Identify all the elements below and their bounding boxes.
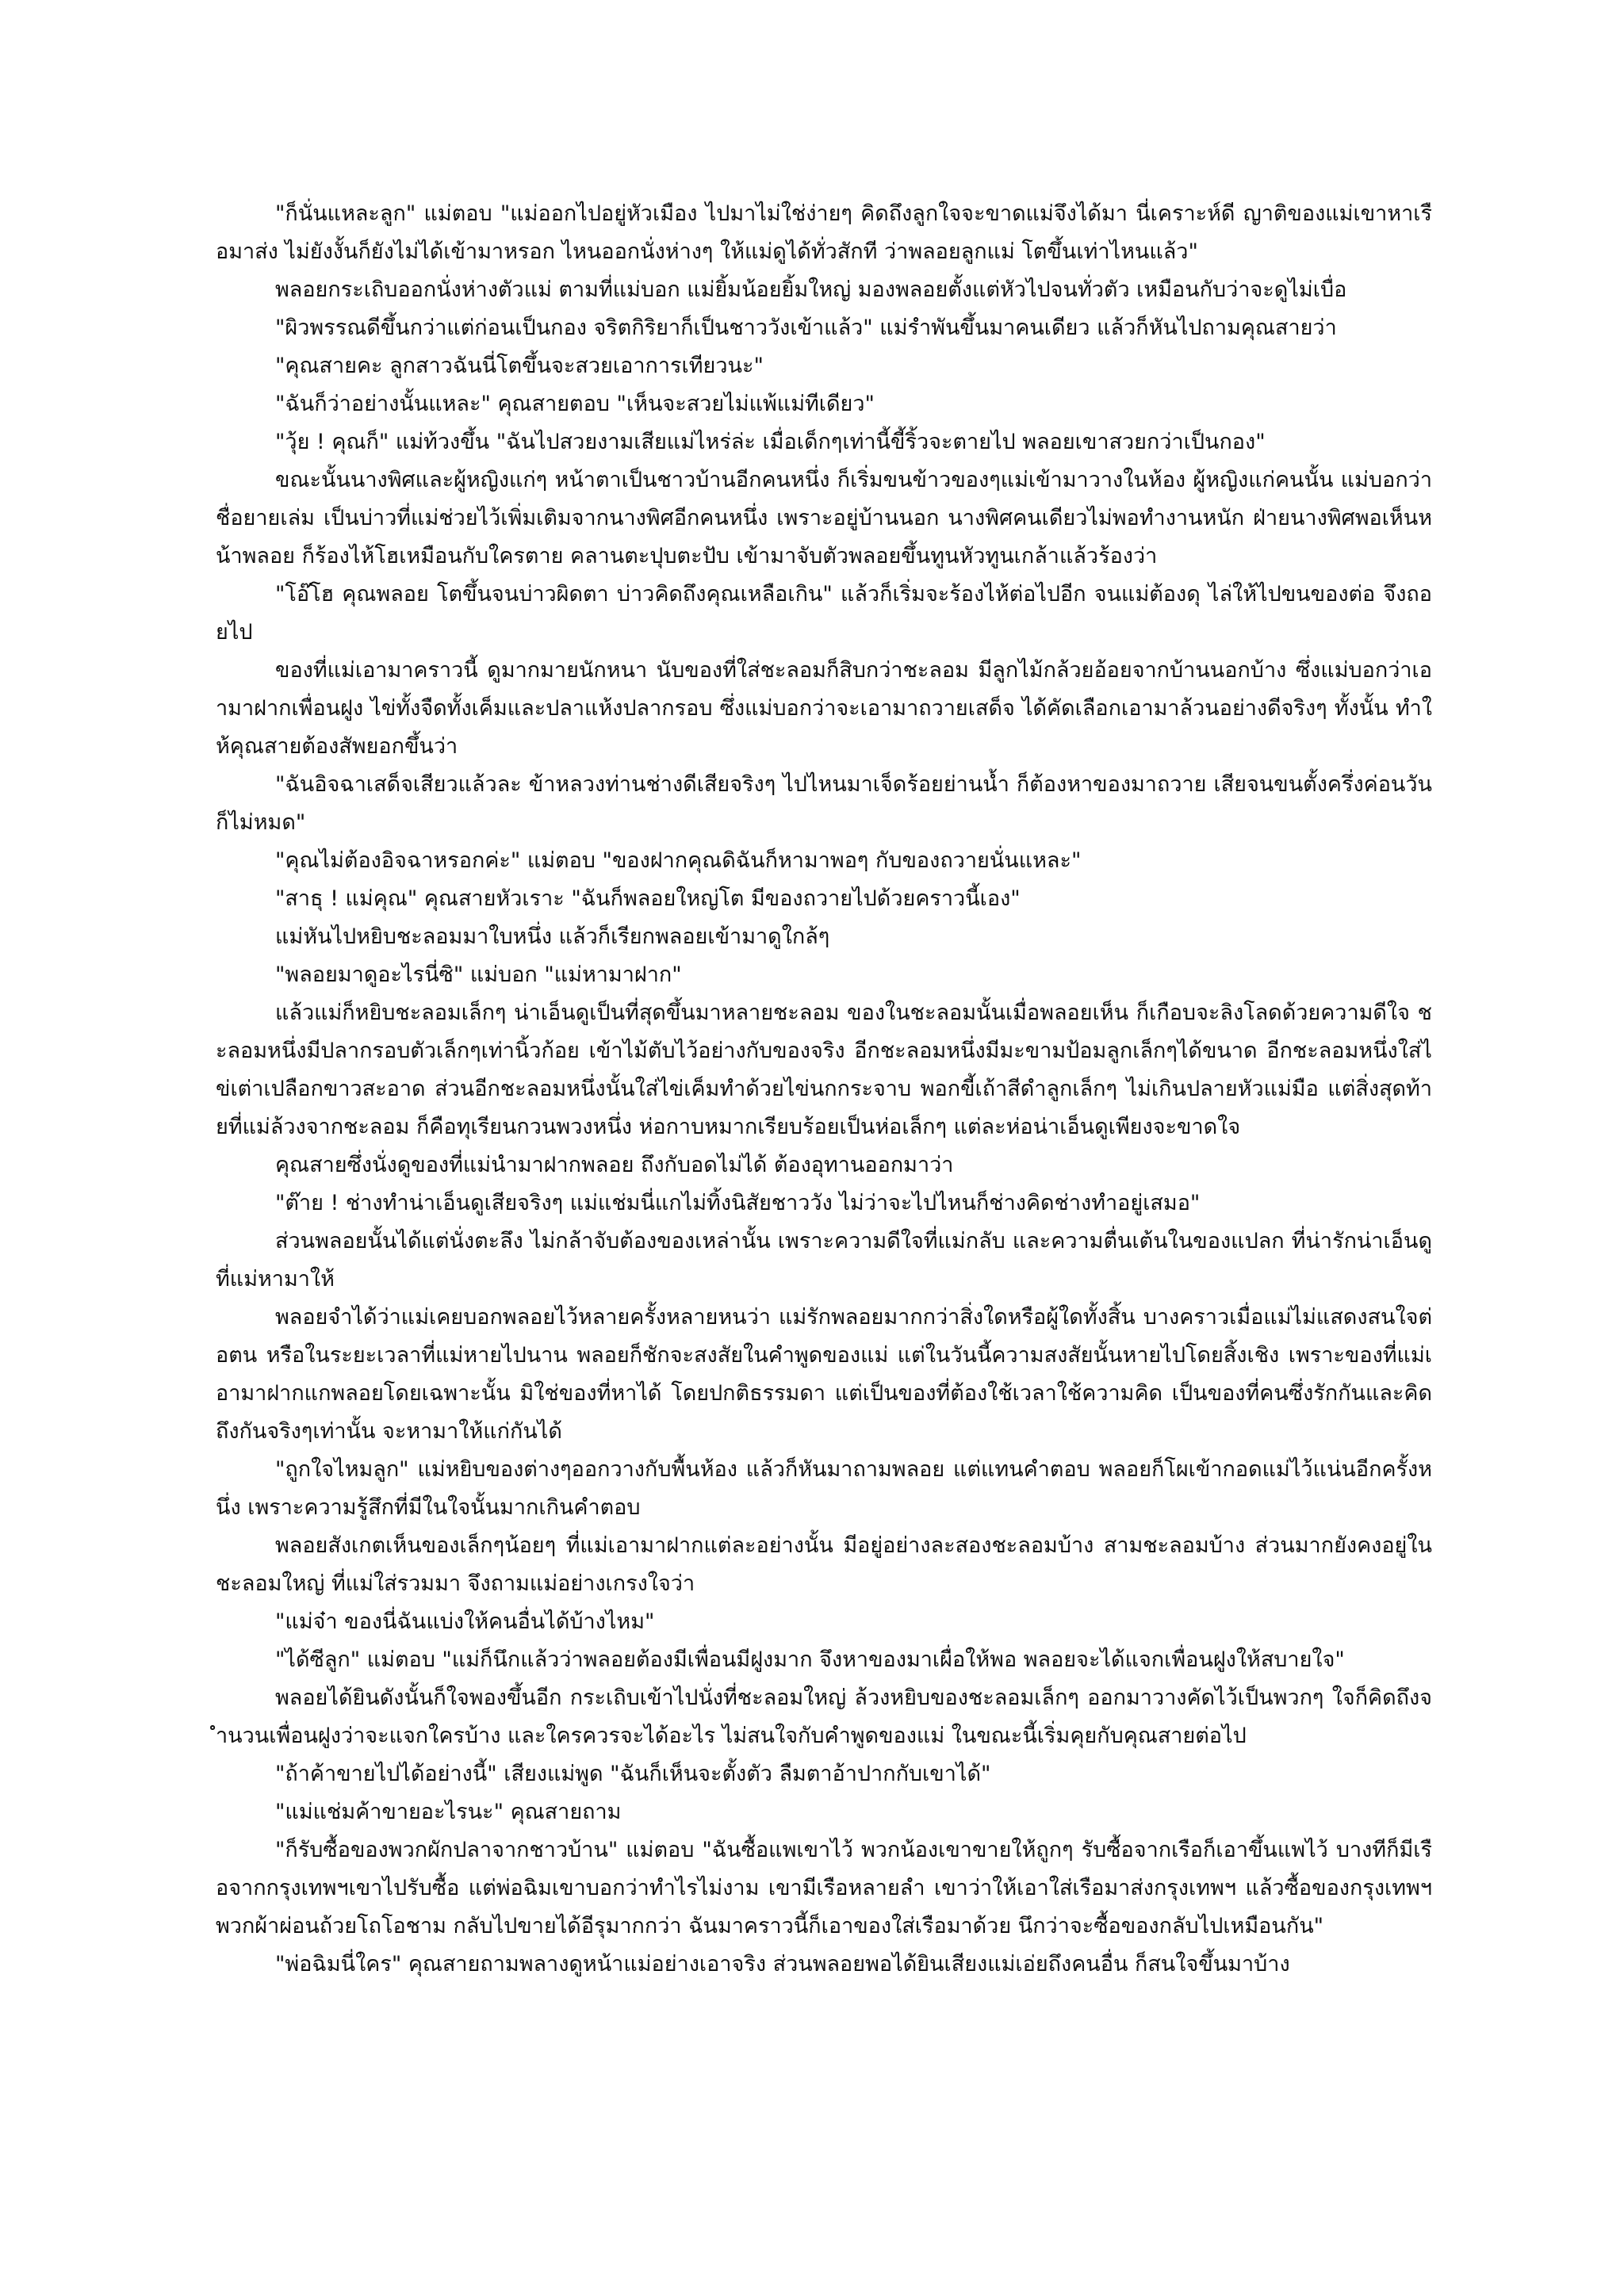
paragraph: ส่วนพลอยนั้นได้แต่นั่งตะลึง ไม่กล้าจับต้องของเหล่านั้น เพราะความดีใจที่แม่กลับ และความตื่นเต้นในของแปลก ที่น่ารักน่าเอ็นดู ที่แม่หามาให้ xyxy=(216,1229,1432,1292)
paragraph: ขณะนั้นนางพิศและผู้หญิงแก่ๆ หน้าตาเป็นชาวบ้านอีกคนหนึ่ง ก็เริ่มขนข้าวของๆแม่เข้ามาวางในห้อง ผู้หญิงแก่คนนั้น แม่บอกว่าชื่อยายเล่ม เป็นบ่าวที่แม่ช่วยไว้เพิ่มเติมจากนางพิศอีกคนหนึ่ง เพราะอยู่บ้านนอก นางพิศคนเดียวไม่พอทำงานหนัก ฝ่ายนางพิศพอเห็นหน้าพลอย ก็ร้องไห้โฮเหมือนกับใครตาย คลานตะปุบตะปับ เข้ามาจับตัวพลอยขึ้นทูนหัวทูนเกล้าแล้วร้องว่า xyxy=(216,468,1432,568)
paragraph: ของที่แม่เอามาคราวนี้ ดูมากมายนักหนา นับของที่ใส่ชะลอมก็สิบกว่าชะลอม มีลูกไม้กล้วยอ้อยจากบ้านนอกบ้าง ซึ่งแม่บอกว่าเอามาฝากเพื่อนฝูง ไข่ทั้งจืดทั้งเค็มและปลาแห้งปลากรอบ ซึ่งแม่บอกว่าจะเอามาถวายเสด็จ ได้คัดเลือกเอามาล้วนอย่างดีจริงๆ ทั้งนั้น ทำให้คุณสายต้องสัพยอกขึ้นว่า xyxy=(216,658,1432,759)
paragraph: "แม่แช่มค้าขายอะไรนะ" คุณสายถาม xyxy=(275,1800,622,1824)
paragraph: พลอยได้ยินดังนั้นก็ใจพองขึ้นอีก กระเถิบเข้าไปนั่งที่ชะลอมใหญ่ ล้วงหยิบของชะลอมเล็กๆ ออกมาวางคัดไว้เป็นพวกๆ ใจก็คิดถึงจำนวนเพื่อนฝูงว่าจะแจกใครบ้าง และใครควรจะได้อะไร ไม่สนใจกับคำพูดของแม่ ในขณะนี้เริ่มคุยกับคุณสายต่อไป xyxy=(216,1686,1432,1748)
paragraph: "ผิวพรรณดีขึ้นกว่าแต่ก่อนเป็นกอง จริตกิริยาก็เป็นชาววังเข้าแล้ว" แม่รำพันขึ้นมาคนเดียว แล้วก็หันไปถามคุณสายว่า xyxy=(275,316,1337,340)
document-body xyxy=(216,195,1432,1984)
paragraph: "ถ้าค้าขายไปได้อย่างนี้" เสียงแม่พูด "ฉันก็เห็นจะตั้งตัว ลืมตาอ้าปากกับเขาได้" xyxy=(275,1762,991,1786)
paragraph: "วุ้ย ! คุณก็" แม่ท้วงขึ้น "ฉันไปสวยงามเสียแม่ไหร่ล่ะ เมื่อเด็กๆเท่านี้ขี้ริ้วจะตายไป พลอยเขาสวยกว่าเป็นกอง" xyxy=(275,430,1266,454)
paragraph: แล้วแม่ก็หยิบชะลอมเล็กๆ น่าเอ็นดูเป็นที่สุดขึ้นมาหลายชะลอม ของในชะลอมนั้นเมื่อพลอยเห็น ก็เกือบจะลิงโลดด้วยความดีใจ ชะลอมหนึ่งมีปลากรอบตัวเล็กๆเท่านิ้วก้อย เข้าไม้ตับไว้อย่างกับของจริง อีกชะลอมหนึ่งมีมะขามป้อมลูกเล็กๆได้ขนาด อีกชะลอมหนึ่งใส่ไข่เต่าเปลือกขาวสะอาด ส่วนอีกชะลอมหนึ่งนั้นใส่ไข่เค็มทำด้วยไข่นกกระจาบ พอกขี้เถ้าสีดำลูกเล็กๆ ไม่เกินปลายหัวแม่มือ แต่สิ่งสุดท้ายที่แม่ล้วงจากชะลอม ก็คือทุเรียนกวนพวงหนึ่ง ห่อกาบหมากเรียบร้อยเป็นห่อเล็กๆ แต่ละห่อน่าเอ็นดูเพียงจะขาดใจ xyxy=(216,1001,1432,1139)
paragraph: "แม่จ๋า ของนี่ฉันแบ่งให้คนอื่นได้บ้างไหม" xyxy=(275,1609,655,1634)
paragraph: "ต๊าย ! ช่างทำน่าเอ็นดูเสียจริงๆ แม่แช่มนี่แกไม่ทิ้งนิสัยชาววัง ไม่ว่าจะไปไหนก็ช่างคิดช่างทำอยู่เสมอ" xyxy=(275,1191,1201,1215)
paragraph: พลอยกระเถิบออกนั่งห่างตัวแม่ ตามที่แม่บอก แม่ยิ้มน้อยยิ้มใหญ่ มองพลอยตั้งแต่หัวไปจนทั่วตัว เหมือนกับว่าจะดูไม่เบื่อ xyxy=(275,277,1347,302)
paragraph: พลอยจำได้ว่าแม่เคยบอกพลอยไว้หลายครั้งหลายหนว่า แม่รักพลอยมากกว่าสิ่งใดหรือผู้ใดทั้งสิ้น บางคราวเมื่อแม่ไม่แสดงสนใจต่อตน หรือในระยะเวลาที่แม่หายไปนาน พลอยก็ชักจะสงสัยในคำพูดของแม่ แต่ในวันนี้ความสงสัยนั้นหายไปโดยสิ้งเชิง เพราะของที่แม่เอามาฝากแกพลอยโดยเฉพาะนั้น มิใช่ของที่หาได้ โดยปกติธรรมดา แต่เป็นของที่ต้องใช้เวลาใช้ความคิด เป็นของที่คนซึ่งรักกันและคิดถึงกันจริงๆเท่านั้น จะหามาให้แก่กันได้ xyxy=(216,1305,1432,1444)
paragraph: "คุณไม่ต้องอิจฉาหรอกค่ะ" แม่ตอบ "ของฝากคุณดิฉันก็หามาพอๆ กับของถวายนั่นแหละ" xyxy=(275,848,1082,873)
paragraph: แม่หันไปหยิบชะลอมมาใบหนึ่ง แล้วก็เรียกพลอยเข้ามาดูใกล้ๆ xyxy=(275,924,830,949)
paragraph: พลอยสังเกตเห็นของเล็กๆน้อยๆ ที่แม่เอามาฝากแต่ละอย่างนั้น มีอยู่อย่างละสองชะลอมบ้าง สามชะลอมบ้าง ส่วนมากยังคงอยู่ในชะลอมใหญ่ ที่แม่ใส่รวมมา จึงถามแม่อย่างเกรงใจว่า xyxy=(216,1533,1432,1596)
paragraph: "ได้ซีลูก" แม่ตอบ "แม่ก็นึกแล้วว่าพลอยต้องมีเพื่อนมีฝูงมาก จึงหาของมาเผื่อให้พอ พลอยจะได้แจกเพื่อนฝูงให้สบายใจ" xyxy=(275,1647,1345,1672)
paragraph: "โอ๊โฮ คุณพลอย โตขึ้นจนบ่าวผิดตา บ่าวคิดถึงคุณเหลือเกิน" แล้วก็เริ่มจะร้องไห้ต่อไปอีก จนแม่ต้องดุ ไล่ให้ไปขนของต่อ จึงถอยไป xyxy=(216,582,1432,645)
paragraph: "พ่อฉิมนี่ใคร" คุณสายถามพลางดูหน้าแม่อย่างเอาจริง ส่วนพลอยพอได้ยินเสียงแม่เอ่ยถึงคนอื่น ก็สนใจขึ้นมาบ้าง xyxy=(275,1952,1290,1976)
paragraph: "คุณสายคะ ลูกสาวฉันนี่โตขึ้นจะสวยเอาการเทียวนะ" xyxy=(275,354,764,378)
paragraph: "สาธุ ! แม่คุณ" คุณสายหัวเราะ "ฉันก็พลอยใหญ่โต มีของถวายไปด้วยคราวนี้เอง" xyxy=(275,886,1021,911)
paragraph: "ก็รับซื้อของพวกผักปลาจากชาวบ้าน" แม่ตอบ "ฉันซื้อแพเขาไว้ พวกน้องเขาขายให้ถูกๆ รับซื้อจากเรือก็เอาขึ้นแพไว้ บางทีก็มีเรือจากกรุงเทพฯเขาไปรับซื้อ แต่พ่อฉิมเขาบอกว่าทำไรไม่งาม เขามีเรือหลายลำ เขาว่าให้เอาใส่เรือมาส่งกรุงเทพฯ แล้วซื้อของกรุงเทพฯ พวกผ้าผ่อนถ้วยโถโอชาม กลับไปขายได้อีรุมากกว่า ฉันมาคราวนี้ก็เอาของใส่เรือมาด้วย นึกว่าจะซื้อของกลับไปเหมือนกัน" xyxy=(216,1838,1432,1938)
paragraph: "พลอยมาดูอะไรนี่ซิ" แม่บอก "แม่หามาฝาก" xyxy=(275,962,682,987)
paragraph: "ฉันอิจฉาเสด็จเสียวแล้วละ ข้าหลวงท่านช่างดีเสียจริงๆ ไปไหนมาเจ็ดร้อยย่านน้ำ ก็ต้องหาของมาถวาย เสียจนขนตั้งครึ่งค่อนวันก็ไม่หมด" xyxy=(216,772,1432,835)
paragraph: "ถูกใจไหมลูก" แม่หยิบของต่างๆออกวางกับพื้นห้อง แล้วก็หันมาถามพลอย แต่แทนคำตอบ พลอยก็โผเข้ากอดแม่ไว้แน่นอีกครั้งหนึ่ง เพราะความรู้สึกที่มีในใจนั้นมากเกินคำตอบ xyxy=(216,1457,1432,1520)
paragraph: "ฉันก็ว่าอย่างนั้นแหละ" คุณสายตอบ "เห็นจะสวยไม่แพ้แม่ทีเดียว" xyxy=(275,392,875,416)
paragraph: คุณสายซึ่งนั่งดูของที่แม่นำมาฝากพลอย ถึงกับอดไม่ได้ ต้องอุทานออกมาว่า xyxy=(275,1153,954,1177)
paragraph: "ก็นั่นแหละลูก" แม่ตอบ "แม่ออกไปอยู่หัวเมือง ไปมาไม่ใช่ง่ายๆ คิดถึงลูกใจจะขาดแม่จึงได้มา นี่เคราะห์ดี ญาติของแม่เขาหาเรือมาส่ง ไม่ยังงั้นก็ยังไม่ได้เข้ามาหรอก ไหนออกนั่งห่างๆ ให้แม่ดูได้ทั่วสักที ว่าพลอยลูกแม่ โตขึ้นเท่าไหนแล้ว" xyxy=(216,201,1432,264)
